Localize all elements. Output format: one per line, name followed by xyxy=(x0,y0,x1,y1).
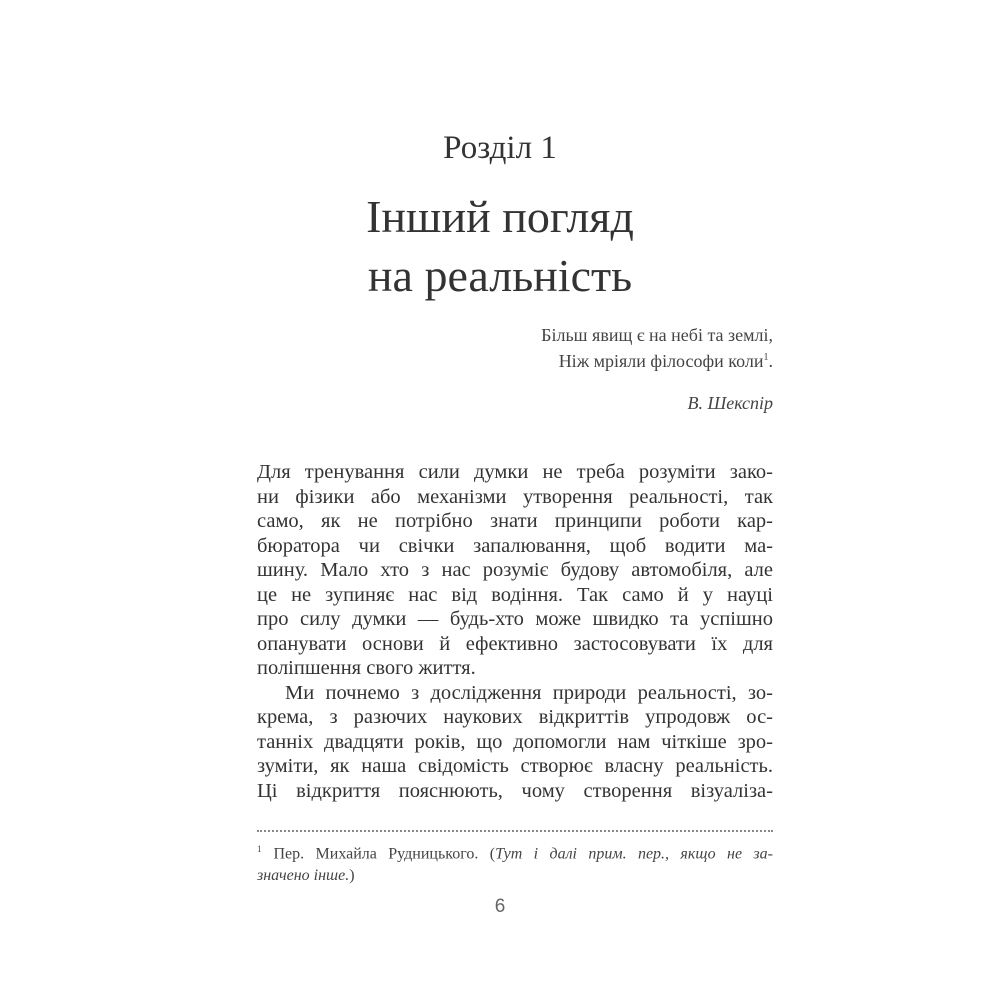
text-line: само, як не потрібно знати принципи роботи кар- xyxy=(257,510,773,532)
paragraph-2 xyxy=(257,681,773,804)
footnote-close: ) xyxy=(349,867,355,885)
footnote-line-1 xyxy=(257,838,773,865)
footnote-italic: значено інше. xyxy=(257,867,350,885)
text-line: зуміти, як наша свідомість створює власну реальність. xyxy=(257,755,773,777)
epigraph-line-2-text: Ніж мріяли філософи коли xyxy=(558,351,764,371)
text-line: шину. Мало хто з нас розуміє будову автомобіля, але xyxy=(257,559,773,581)
text-line: це не зупиняє нас від водіння. Так само й у науці xyxy=(257,583,773,606)
text-line: крема, з разючих наукових відкриттів упродовж ос- xyxy=(257,706,773,728)
chapter-title-line-2: на реальність xyxy=(367,250,633,301)
epigraph-author: В. Шекспір xyxy=(687,393,773,413)
text-line: опанувати основи й ефективно застосовувати їх для xyxy=(257,632,773,655)
footnote-divider xyxy=(257,830,773,832)
text-line: танніх двадцяти років, що допомогли нам чіткіше зро- xyxy=(257,730,773,753)
paragraph-1 xyxy=(257,460,773,681)
epigraph-line-2: Ніж мріяли філософи коли$^1$. xyxy=(558,351,773,371)
text-line: Ми почнемо з дослідження природи реальності, зо- xyxy=(285,681,773,704)
footnote-text: Пер. Михайла Рудницького. ( xyxy=(273,845,496,863)
text-line: ни фізики або механізми утворення реальності, так xyxy=(257,485,773,508)
footnote-italic: Тут і далі прим. пер., якщо не за- xyxy=(495,845,774,863)
footnote-number: 1 xyxy=(257,844,262,854)
chapter-title-line-1: Інший погляд xyxy=(366,191,634,242)
page-number: 6 xyxy=(494,896,506,917)
text-line: бюратора чи свічки запалювання, щоб водити ма- xyxy=(257,534,773,557)
text-line: поліпшення свого життя. xyxy=(257,657,476,679)
chapter-label: Розділ 1 xyxy=(443,130,557,166)
footnote-line-2 xyxy=(257,865,773,887)
body-text xyxy=(257,460,773,803)
footnote xyxy=(257,838,773,887)
epigraph-line-1: Більш явищ є на небі та землі, xyxy=(541,325,773,345)
text-line: Для тренування сили думки не треба розуміти зако- xyxy=(257,461,773,483)
text-line: Ці відкриття пояснюють, чому створення візуаліза- xyxy=(257,779,773,802)
text-line: про силу думки — будь-хто може швидко та успішно xyxy=(257,608,773,630)
footnote-ref: 1 xyxy=(763,352,769,363)
